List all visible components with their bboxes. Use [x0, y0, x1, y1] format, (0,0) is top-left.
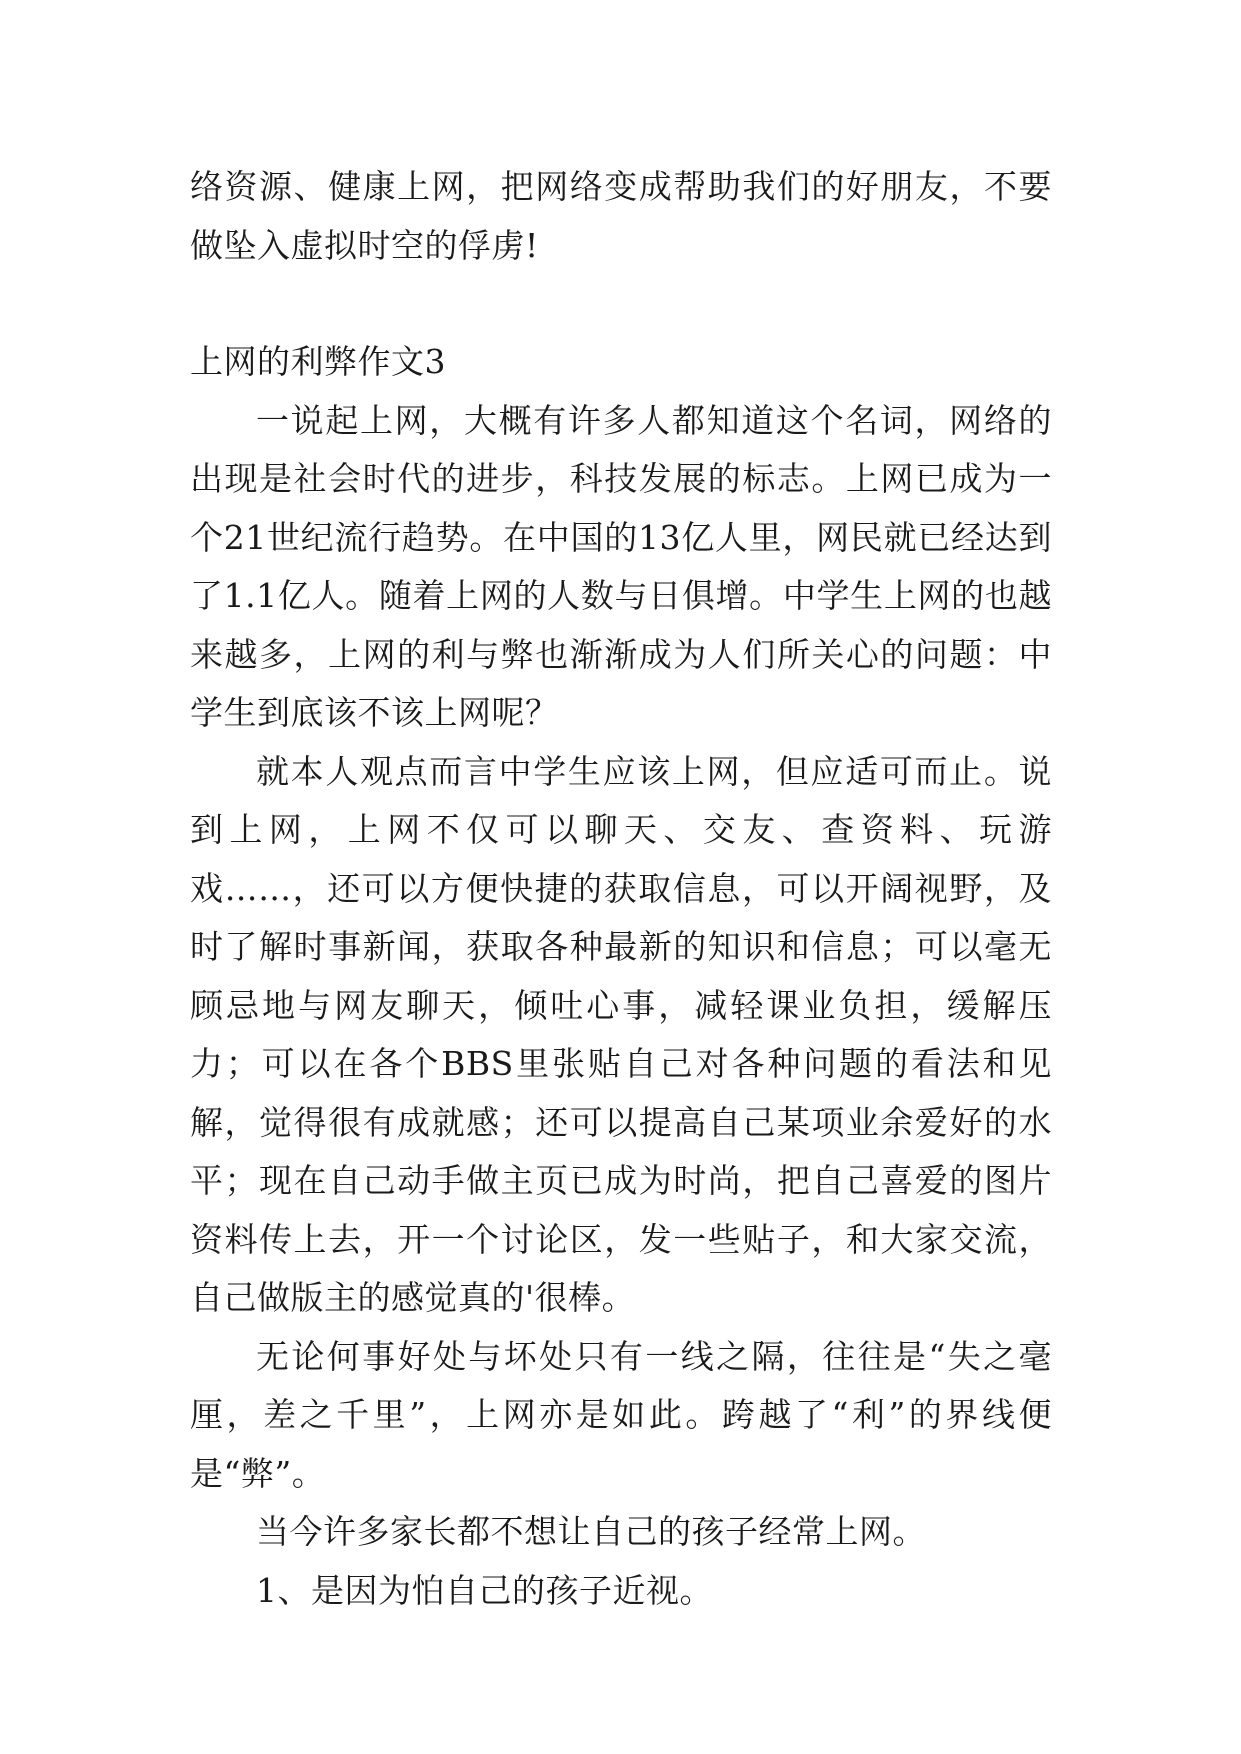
- paragraph-intro: 一说起上网，大概有许多人都知道这个名词，网络的出现是社会时代的进步，科技发展的标志。上网已成为一个21世纪流行趋势。在中国的13亿人里，网民就已经达到了1.1亿人。随着上网的人数与日俱增。中学生上网的也越来越多，上网的利与弊也渐渐成为人们所关心的问题：中学生到底该不该上网呢？: [190, 400, 1052, 732]
- paragraph-benefits: 就本人观点而言中学生应该上网，但应适可而止。说到上网，上网不仅可以聊天、交友、查资料、玩游戏……，还可以方便快捷的获取信息，可以开阔视野，及时了解时事新闻，获取各种最新的知识和信息；可以毫无顾忌地与网友聊天，倾吐心事，减轻课业负担，缓解压力；可以在各个BBS里张贴自己对各种问题的看法和见解，觉得很有成就感；还可以提高自己某项业余爱好的水平；现在自己动手做主页已成为时尚，把自己喜爱的图片资料传上去，开一个讨论区，发一些贴子，和大家交流，自己做版主的感觉真的'很棒。: [190, 751, 1052, 1317]
- section-title: 上网的利弊作文3: [190, 342, 446, 381]
- paragraph-reason-1: 1、是因为怕自己的孩子近视。: [256, 1570, 713, 1610]
- paragraph-parents: 当今许多家长都不想让自己的孩子经常上网。: [256, 1512, 926, 1551]
- section-spacer: [190, 275, 1052, 333]
- carryover-paragraph: 络资源、健康上网，把网络变成帮助我们的好朋友，不要做坠入虚拟时空的俘虏!: [190, 167, 1052, 265]
- document-body: [190, 158, 1052, 1620]
- paragraph-balance: 无论何事好处与坏处只有一线之隔，往往是“失之毫厘，差之千里”，上网亦是如此。跨越了“利”的界线便是“弊”。: [190, 1336, 1052, 1493]
